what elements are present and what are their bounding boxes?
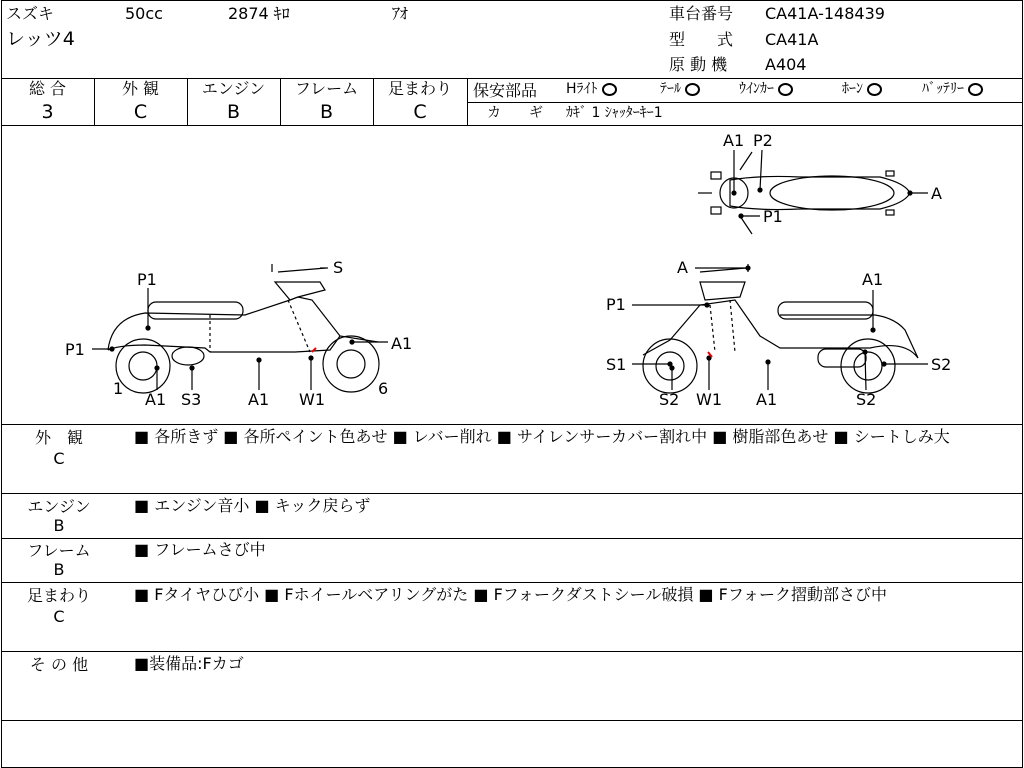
diagram-label-a1: A1 (756, 390, 778, 409)
safety-item-tail (660, 82, 700, 96)
ok-circle-icon (968, 83, 983, 96)
engine-value: A404 (765, 55, 807, 74)
maker: スズキ (6, 4, 55, 23)
rule (1, 424, 1022, 425)
color: ｱｵ (392, 4, 409, 23)
safety-item-battery (922, 82, 983, 96)
type-label: 型 式 (669, 30, 734, 49)
section-frame-grade: B (53, 560, 65, 579)
scooter-top-view (698, 150, 928, 234)
key-label: カ ギ (487, 105, 543, 121)
section-engine-label: エンジン (27, 497, 91, 516)
mileage: 2874 ｷﾛ (228, 4, 290, 23)
diagram-label-s2: S2 (931, 355, 952, 374)
safety-item-label: ﾊﾞｯﾃﾘｰ (922, 81, 964, 97)
grade-suspension-label: 足まわり (387, 79, 452, 98)
ok-circle-icon (685, 83, 700, 96)
section-other-label: そ の 他 (29, 655, 89, 674)
rule (467, 78, 468, 125)
diagram-label-number: 1 (113, 379, 124, 398)
diagram-label-p1: P1 (763, 207, 783, 226)
diagram-label-a1: A1 (862, 270, 884, 289)
diagram-label-s2: S2 (659, 390, 680, 409)
grade-overall-label: 総 合 (28, 79, 67, 98)
section-engine-grade: B (53, 516, 65, 535)
safety-item-label: ﾎｰﾝ (842, 81, 863, 97)
diagram-label-p1: P1 (606, 295, 626, 314)
grade-frame-label: フレーム (294, 79, 359, 98)
diagram-label-w1: W1 (299, 390, 325, 409)
diagram-label-a1: A1 (145, 390, 167, 409)
diagram-label-s2: S2 (856, 390, 877, 409)
diagram-label-a: A (677, 258, 688, 277)
diagram-label-a1: A1 (723, 131, 745, 150)
diagram-label-w1: W1 (696, 390, 722, 409)
key-value: ｶｷﾞ 1 ｼｬｯﾀｰｷｰ1 (566, 105, 663, 121)
rule (1, 720, 1022, 721)
diagram-label-number: 6 (378, 379, 389, 398)
model-name: レッツ4 (6, 28, 75, 50)
section-suspension-label: 足まわり (26, 586, 91, 605)
diagram-label-s3: S3 (181, 390, 202, 409)
safety-item-winker (739, 82, 793, 96)
safety-label: 保安部品 (473, 81, 538, 100)
engine-label: 原 動 機 (669, 55, 728, 74)
section-exterior-text: ■ 各所きず ■ 各所ペイント色あせ ■ レバー削れ ■ サイレンサーカバー割れ中 ■ 樹脂部色あせ ■ シートしみ大 (134, 427, 950, 446)
frame-no-label: 車台番号 (669, 4, 734, 23)
section-exterior-label: 外 観 (34, 428, 83, 447)
rule (468, 102, 1022, 103)
grade-overall-value: 3 (41, 101, 54, 123)
grade-exterior-label: 外 観 (121, 79, 160, 98)
grade-frame-value: B (319, 101, 334, 123)
diagram-label-a: A (931, 184, 942, 203)
grade-suspension-value: C (413, 101, 427, 123)
safety-item-label: Hﾗｲﾄ (566, 81, 598, 97)
diagram-label-p2: P2 (753, 131, 773, 150)
ok-circle-icon (867, 83, 882, 96)
grade-engine-label: エンジン (201, 79, 266, 98)
type-value: CA41A (765, 30, 819, 49)
diagram-label-a1: A1 (248, 390, 270, 409)
safety-item-label: ｳｲﾝｶｰ (739, 81, 774, 97)
section-frame-label: フレーム (27, 541, 91, 560)
safety-item-label: ﾃｰﾙ (660, 81, 681, 97)
diagram-label-p1: P1 (137, 270, 157, 289)
grade-exterior-value: C (133, 101, 148, 123)
diagram-label-a1: A1 (391, 334, 413, 353)
section-suspension-text: ■ Fタイヤひび小 ■ Fホイールベアリングがた ■ Fフォークダストシール破損 ■ Fフォーク摺動部さび中 (134, 585, 888, 604)
displacement: 50cc (125, 4, 163, 23)
rule (1, 493, 1022, 494)
ok-circle-icon (602, 83, 617, 96)
frame-no: CA41A-148439 (765, 4, 885, 23)
section-engine-text: ■ エンジン音小 ■ キック戻らず (134, 496, 371, 515)
safety-item-horn (842, 82, 882, 96)
diagram-label-s: S (333, 258, 344, 277)
rule (1, 651, 1022, 652)
section-exterior-grade: C (53, 449, 65, 468)
grade-engine-value: B (226, 101, 241, 123)
diagram-label-s1: S1 (606, 355, 627, 374)
rule (1, 582, 1022, 583)
section-frame-text: ■ フレームさび中 (134, 540, 266, 559)
safety-item-headlight (566, 82, 617, 96)
diagram-label-p1: P1 (65, 340, 85, 359)
ok-circle-icon (778, 83, 793, 96)
scooter-right-view (632, 264, 928, 393)
section-other-text: ■装備品:Fカゴ (134, 654, 244, 673)
section-suspension-grade: C (53, 607, 65, 626)
